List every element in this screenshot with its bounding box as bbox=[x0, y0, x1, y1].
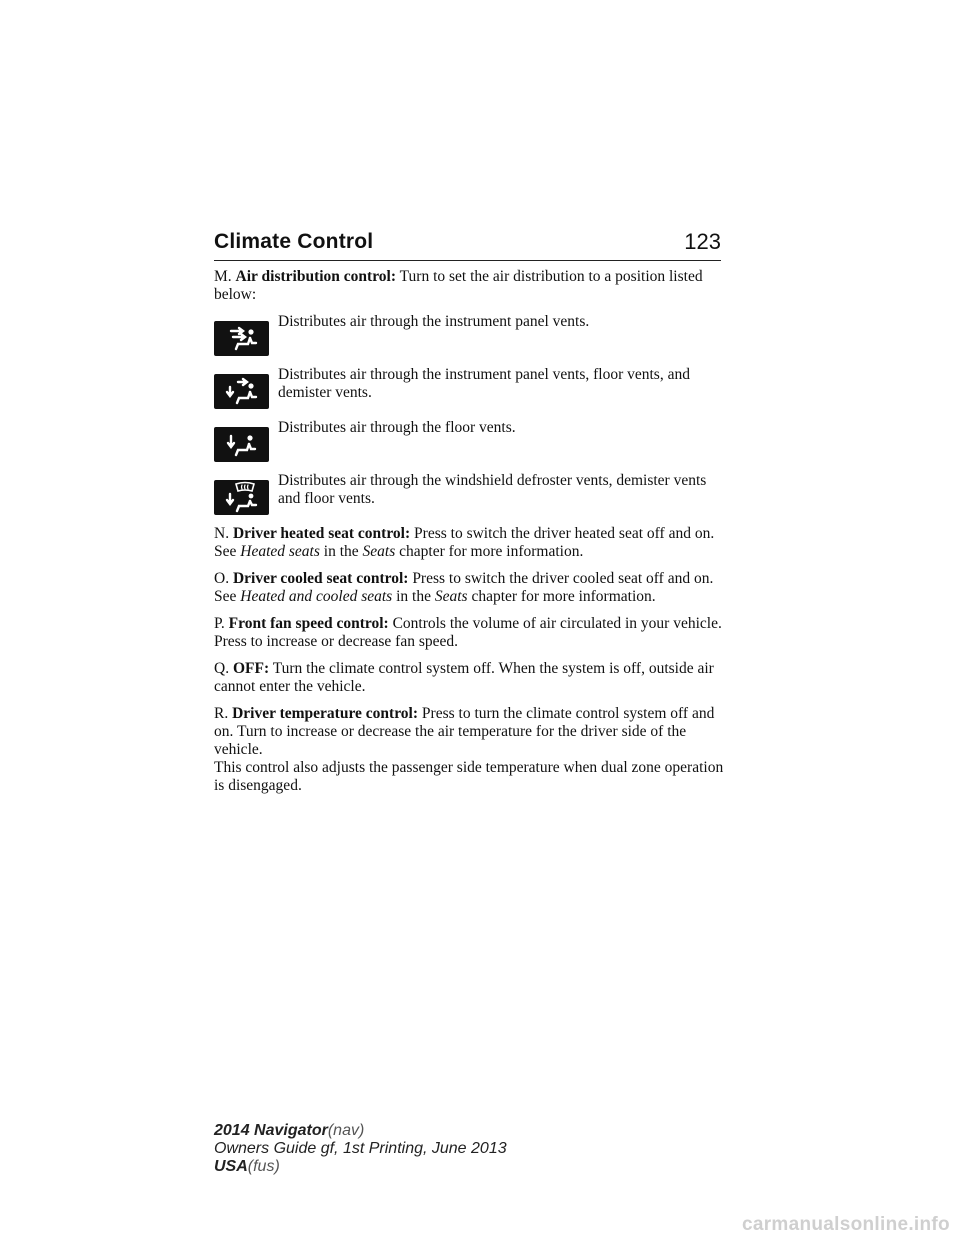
item-letter: O. bbox=[214, 570, 230, 587]
mode-description: Distributes air through the floor vents. bbox=[278, 419, 516, 436]
mode-row-panel-floor-demist bbox=[214, 366, 724, 409]
item-m bbox=[214, 268, 724, 304]
item-letter: P. bbox=[214, 615, 225, 632]
item-text: in the bbox=[392, 588, 435, 605]
footer-model-code: (nav) bbox=[327, 1122, 365, 1139]
item-label: Front fan speed control: bbox=[228, 615, 389, 632]
item-text: Controls the volume of air circulated in your vehicle. Press to increase or decrease fan speed. bbox=[214, 615, 722, 650]
footer-market-code: (fus) bbox=[247, 1158, 280, 1175]
item-text: chapter for more information. bbox=[395, 543, 584, 560]
item-label: OFF: bbox=[232, 660, 270, 677]
item-q bbox=[214, 660, 724, 696]
item-text: Turn the climate control system off. When the system is off, outside air cannot enter the vehicle. bbox=[214, 660, 714, 695]
page-header bbox=[214, 228, 721, 261]
item-text: Press to switch the driver cooled seat off and on. See bbox=[214, 570, 714, 605]
item-letter: R. bbox=[214, 705, 229, 722]
item-letter: M. bbox=[214, 268, 232, 285]
item-o bbox=[214, 570, 724, 606]
mode-row-windshield-floor bbox=[214, 472, 724, 515]
item-label: Driver heated seat control: bbox=[232, 525, 411, 542]
item-label: Driver temperature control: bbox=[232, 705, 419, 722]
footer-line-1 bbox=[214, 1122, 507, 1140]
windshield-floor-icon bbox=[214, 480, 269, 515]
footer-market: USA bbox=[214, 1158, 248, 1175]
footer-model: 2014 Navigator bbox=[214, 1122, 328, 1139]
mode-row-panel bbox=[214, 313, 724, 356]
reference-link-seats: Seats bbox=[362, 543, 396, 560]
floor-vent-icon bbox=[214, 427, 269, 462]
item-text: in the bbox=[319, 543, 363, 560]
mode-description: Distributes air through the instrument panel vents. bbox=[278, 313, 590, 330]
page-body bbox=[214, 268, 724, 804]
footer-line-3 bbox=[214, 1158, 507, 1176]
item-r-note: This control also adjusts the passenger side temperature when dual zone operation is disengaged. bbox=[214, 759, 724, 794]
mode-description: Distributes air through the windshield defroster vents, demister vents and floor vents. bbox=[278, 472, 707, 507]
print-footer bbox=[214, 1122, 507, 1176]
item-text: Press to turn the climate control system off and on. Turn to increase or decrease the air temperature for the driver side of the vehicle. bbox=[214, 705, 715, 758]
item-r bbox=[214, 705, 724, 759]
item-p bbox=[214, 615, 724, 651]
item-text: Press to switch the driver heated seat off and on. See bbox=[214, 525, 715, 560]
item-letter: Q. bbox=[214, 660, 230, 677]
panel-vent-icon bbox=[214, 321, 269, 356]
watermark: carmanualsonline.info bbox=[742, 1214, 950, 1235]
item-label: Air distribution control: bbox=[235, 268, 397, 285]
item-text: Turn to set the air distribution to a position listed below: bbox=[214, 268, 703, 303]
item-label: Driver cooled seat control: bbox=[232, 570, 409, 587]
panel-floor-demist-icon bbox=[214, 374, 269, 409]
mode-description: Distributes air through the instrument panel vents, floor vents, and demister vents. bbox=[278, 366, 690, 401]
item-text: chapter for more information. bbox=[467, 588, 656, 605]
page-number: 123 bbox=[684, 229, 721, 254]
chapter-title: Climate Control bbox=[214, 230, 374, 253]
reference-link-heated-seats: Heated seats bbox=[240, 543, 320, 560]
mode-row-floor bbox=[214, 419, 724, 462]
item-n bbox=[214, 525, 724, 561]
footer-line-2: Owners Guide gf, 1st Printing, June 2013 bbox=[214, 1140, 507, 1157]
item-letter: N. bbox=[214, 525, 230, 542]
reference-link-heated-cooled-seats: Heated and cooled seats bbox=[240, 588, 393, 605]
reference-link-seats: Seats bbox=[434, 588, 468, 605]
